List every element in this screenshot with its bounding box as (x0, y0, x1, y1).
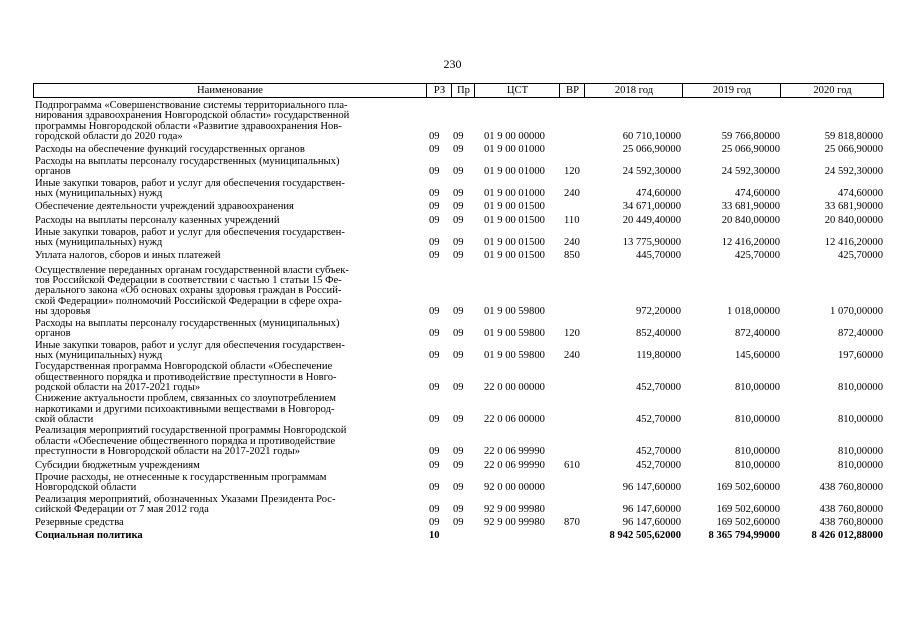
row-name: Снижение актуальности проблем, связанных со злоупотреблением наркотиками и другими психоактивными веществами в Новгород- ской области (35, 393, 336, 425)
row-name: Реализация мероприятий государственной программы Новгородской области «Обеспечение общественного порядка и противодействие преступности в Новгородской области на 2017-2021 годы» (35, 425, 347, 457)
row-pr: 09 (453, 130, 464, 142)
row-name: Расходы на обеспечение функций государственных органов (35, 143, 305, 155)
row-2018: 119,80000 (636, 349, 681, 361)
row-rz: 09 (429, 459, 440, 471)
row-pr: 09 (453, 381, 464, 393)
budget-table (33, 83, 884, 541)
row-2019: 474,60000 (734, 187, 780, 199)
row-2020: 872,40000 (837, 327, 883, 339)
table-row (33, 515, 884, 528)
row-vr: 850 (564, 249, 580, 261)
row-vr: 240 (564, 349, 580, 361)
row-2018: 96 147,60000 (622, 481, 681, 493)
row-2019: 810,00000 (734, 445, 780, 457)
row-2018: 452,70000 (635, 413, 681, 425)
row-name: Резервные средства (35, 516, 124, 528)
row-2020: 197,60000 (837, 349, 883, 361)
header-2019: 2019 год (682, 84, 781, 97)
row-2018: 96 147,60000 (622, 516, 681, 528)
row-pr: 09 (453, 459, 464, 471)
table-row (33, 142, 884, 155)
row-2018: 452,70000 (635, 381, 681, 393)
row-pr: 09 (453, 516, 464, 528)
row-2019: 810,00000 (734, 459, 780, 471)
row-cst: 01 9 00 59800 (484, 327, 545, 339)
row-vr: 240 (564, 236, 580, 248)
row-pr: 09 (453, 214, 464, 226)
row-2018: 25 066,90000 (622, 143, 681, 155)
row-pr: 09 (453, 236, 464, 248)
row-2018: 8 942 505,62000 (609, 529, 681, 541)
row-name: Уплата налогов, сборов и иных платежей (35, 249, 221, 261)
header-rz: РЗ (426, 84, 452, 97)
table-row (33, 528, 884, 541)
row-name: Обеспечение деятельности учреждений здравоохранения (35, 200, 294, 212)
row-2019: 169 502,60000 (716, 481, 780, 493)
row-vr: 870 (564, 516, 580, 528)
row-2019: 169 502,60000 (716, 516, 780, 528)
row-cst: 01 9 00 01000 (484, 187, 545, 199)
row-2020: 8 426 012,88000 (811, 529, 883, 541)
row-2020: 59 818,80000 (824, 130, 883, 142)
row-2020: 438 760,80000 (819, 516, 883, 528)
table-header (33, 83, 884, 98)
row-2019: 59 766,80000 (721, 130, 780, 142)
row-cst: 01 9 00 01000 (484, 165, 545, 177)
table-row (33, 98, 884, 142)
row-cst: 92 0 00 00000 (484, 481, 545, 493)
row-name: Государственная программа Новгородской области «Обеспечение общественного порядка и противодействие преступности в Новго- родской области на 2017-2021 годы» (35, 361, 337, 393)
row-cst: 01 9 00 01000 (484, 143, 545, 155)
row-2020: 474,60000 (837, 187, 883, 199)
row-2020: 810,00000 (837, 459, 883, 471)
row-vr: 240 (564, 187, 580, 199)
row-pr: 09 (453, 249, 464, 261)
table-row (33, 261, 884, 317)
row-name: Субсидии бюджетным учреждениям (35, 459, 200, 471)
row-rz: 09 (429, 481, 440, 493)
row-rz: 09 (429, 143, 440, 155)
table-row (33, 393, 884, 425)
table-row (33, 457, 884, 471)
row-2019: 12 416,20000 (721, 236, 780, 248)
row-name: Расходы на выплаты персоналу казенных учреждений (35, 214, 280, 226)
row-2018: 972,20000 (635, 305, 681, 317)
row-rz: 09 (429, 305, 440, 317)
row-pr: 09 (453, 200, 464, 212)
row-cst: 22 0 06 99990 (484, 445, 545, 457)
row-2020: 20 840,00000 (824, 214, 883, 226)
row-2019: 810,00000 (734, 413, 780, 425)
row-2018: 24 592,30000 (622, 165, 681, 177)
table-body (33, 98, 884, 541)
row-name: Иные закупки товаров, работ и услуг для обеспечения государствен- ных (муниципальных) нужд (35, 339, 345, 361)
row-vr: 120 (564, 327, 580, 339)
row-2019: 20 840,00000 (721, 214, 780, 226)
table-row (33, 177, 884, 199)
row-2020: 438 760,80000 (819, 481, 883, 493)
row-name: Иные закупки товаров, работ и услуг для обеспечения государствен- ных (муниципальных) нужд (35, 177, 345, 199)
row-2019: 425,70000 (734, 249, 780, 261)
header-2020: 2020 год (780, 84, 884, 97)
row-cst: 92 9 00 99980 (484, 503, 545, 515)
table-row (33, 339, 884, 361)
row-pr: 09 (453, 165, 464, 177)
row-rz: 09 (429, 236, 440, 248)
row-rz: 09 (429, 165, 440, 177)
row-cst: 22 0 06 00000 (484, 413, 545, 425)
row-2020: 810,00000 (837, 413, 883, 425)
row-2019: 810,00000 (734, 381, 780, 393)
row-2020: 12 416,20000 (824, 236, 883, 248)
row-2018: 474,60000 (635, 187, 681, 199)
row-2018: 445,70000 (635, 249, 681, 261)
row-2020: 810,00000 (837, 381, 883, 393)
row-2020: 425,70000 (837, 249, 883, 261)
row-pr: 09 (453, 305, 464, 317)
row-vr: 120 (564, 165, 580, 177)
row-2020: 1 070,00000 (830, 305, 883, 317)
row-name: Осуществление переданных органам государственной власти субъек- тов Российской Федерации в соответствии с частью 1 статьи 15 Фе- дерального закона «Об основах охраны здоровья граждан в Россий- ской Федерации» полномочий Российской Федерации в сфере охра- ны здоровья (35, 264, 349, 317)
table-row (33, 199, 884, 212)
row-2019: 24 592,30000 (721, 165, 780, 177)
row-2020: 810,00000 (837, 445, 883, 457)
table-row (33, 493, 884, 515)
row-rz: 09 (429, 413, 440, 425)
header-pr: Пр (451, 84, 475, 97)
row-2020: 438 760,80000 (819, 503, 883, 515)
row-cst: 22 0 06 99990 (484, 459, 545, 471)
row-rz: 09 (429, 516, 440, 528)
row-2019: 33 681,90000 (721, 200, 780, 212)
header-2018: 2018 год (584, 84, 683, 97)
row-pr: 09 (453, 413, 464, 425)
table-row (33, 248, 884, 261)
row-cst: 01 9 00 59800 (484, 305, 545, 317)
page-number: 230 (443, 57, 462, 71)
row-rz: 09 (429, 445, 440, 457)
row-rz: 09 (429, 187, 440, 199)
row-2018: 452,70000 (635, 459, 681, 471)
row-rz: 09 (429, 327, 440, 339)
row-rz: 09 (429, 214, 440, 226)
row-name: Реализация мероприятий, обозначенных Указами Президента Рос- сийской Федерации от 7 мая 2012 года (35, 493, 336, 515)
row-rz: 09 (429, 503, 440, 515)
row-name: Социальная политика (35, 529, 143, 541)
row-cst: 01 9 00 01500 (484, 200, 545, 212)
row-cst: 01 9 00 01500 (484, 214, 545, 226)
row-name: Подпрограмма «Совершенствование системы территориального пла- нирования здравоохранения Новгородской области» государственной программы Новгородской области «Развитие здравоохранения Нов- городской области до 2020 года» (35, 100, 350, 142)
row-rz: 09 (429, 130, 440, 142)
row-vr: 610 (564, 459, 580, 471)
row-rz: 09 (429, 349, 440, 361)
row-rz: 09 (429, 381, 440, 393)
table-row (33, 361, 884, 393)
row-2018: 96 147,60000 (622, 503, 681, 515)
row-2019: 169 502,60000 (716, 503, 780, 515)
header-name: Наименование (197, 85, 263, 96)
row-2019: 8 365 794,99000 (708, 529, 780, 541)
row-cst: 01 9 00 59800 (484, 349, 545, 361)
row-rz: 09 (429, 249, 440, 261)
row-name: Иные закупки товаров, работ и услуг для обеспечения государствен- ных (муниципальных) нужд (35, 226, 345, 248)
row-pr: 09 (453, 187, 464, 199)
row-2018: 20 449,40000 (622, 214, 681, 226)
row-2018: 13 775,90000 (622, 236, 681, 248)
row-2019: 1 018,00000 (727, 305, 780, 317)
row-2019: 145,60000 (734, 349, 780, 361)
row-rz: 10 (429, 529, 440, 541)
row-pr: 09 (453, 481, 464, 493)
table-row (33, 212, 884, 226)
header-cst: ЦСТ (474, 84, 560, 97)
table-row (33, 155, 884, 177)
row-rz: 09 (429, 200, 440, 212)
header-vr: ВР (559, 84, 585, 97)
table-row (33, 226, 884, 248)
row-name: Расходы на выплаты персоналу государственных (муниципальных) органов (35, 317, 340, 339)
row-2020: 24 592,30000 (824, 165, 883, 177)
row-2018: 852,40000 (635, 327, 681, 339)
row-name: Прочие расходы, не отнесенные к государственным программам Новгородской области (35, 471, 327, 493)
table-row (33, 471, 884, 493)
row-cst: 01 9 00 01500 (484, 249, 545, 261)
row-2020: 25 066,90000 (824, 143, 883, 155)
row-cst: 92 9 00 99980 (484, 516, 545, 528)
row-pr: 09 (453, 445, 464, 457)
row-vr: 110 (564, 214, 580, 226)
row-pr: 09 (453, 349, 464, 361)
row-2018: 60 710,10000 (622, 130, 681, 142)
row-pr: 09 (453, 503, 464, 515)
row-2018: 34 671,00000 (622, 200, 681, 212)
row-2019: 25 066,90000 (721, 143, 780, 155)
row-cst: 22 0 00 00000 (484, 381, 545, 393)
row-cst: 01 9 00 01500 (484, 236, 545, 248)
row-2018: 452,70000 (635, 445, 681, 457)
row-name: Расходы на выплаты персоналу государственных (муниципальных) органов (35, 155, 340, 177)
row-2020: 33 681,90000 (824, 200, 883, 212)
row-2019: 872,40000 (734, 327, 780, 339)
row-cst: 01 9 00 00000 (484, 130, 545, 142)
row-pr: 09 (453, 327, 464, 339)
table-row (33, 317, 884, 339)
table-row (33, 425, 884, 457)
row-pr: 09 (453, 143, 464, 155)
